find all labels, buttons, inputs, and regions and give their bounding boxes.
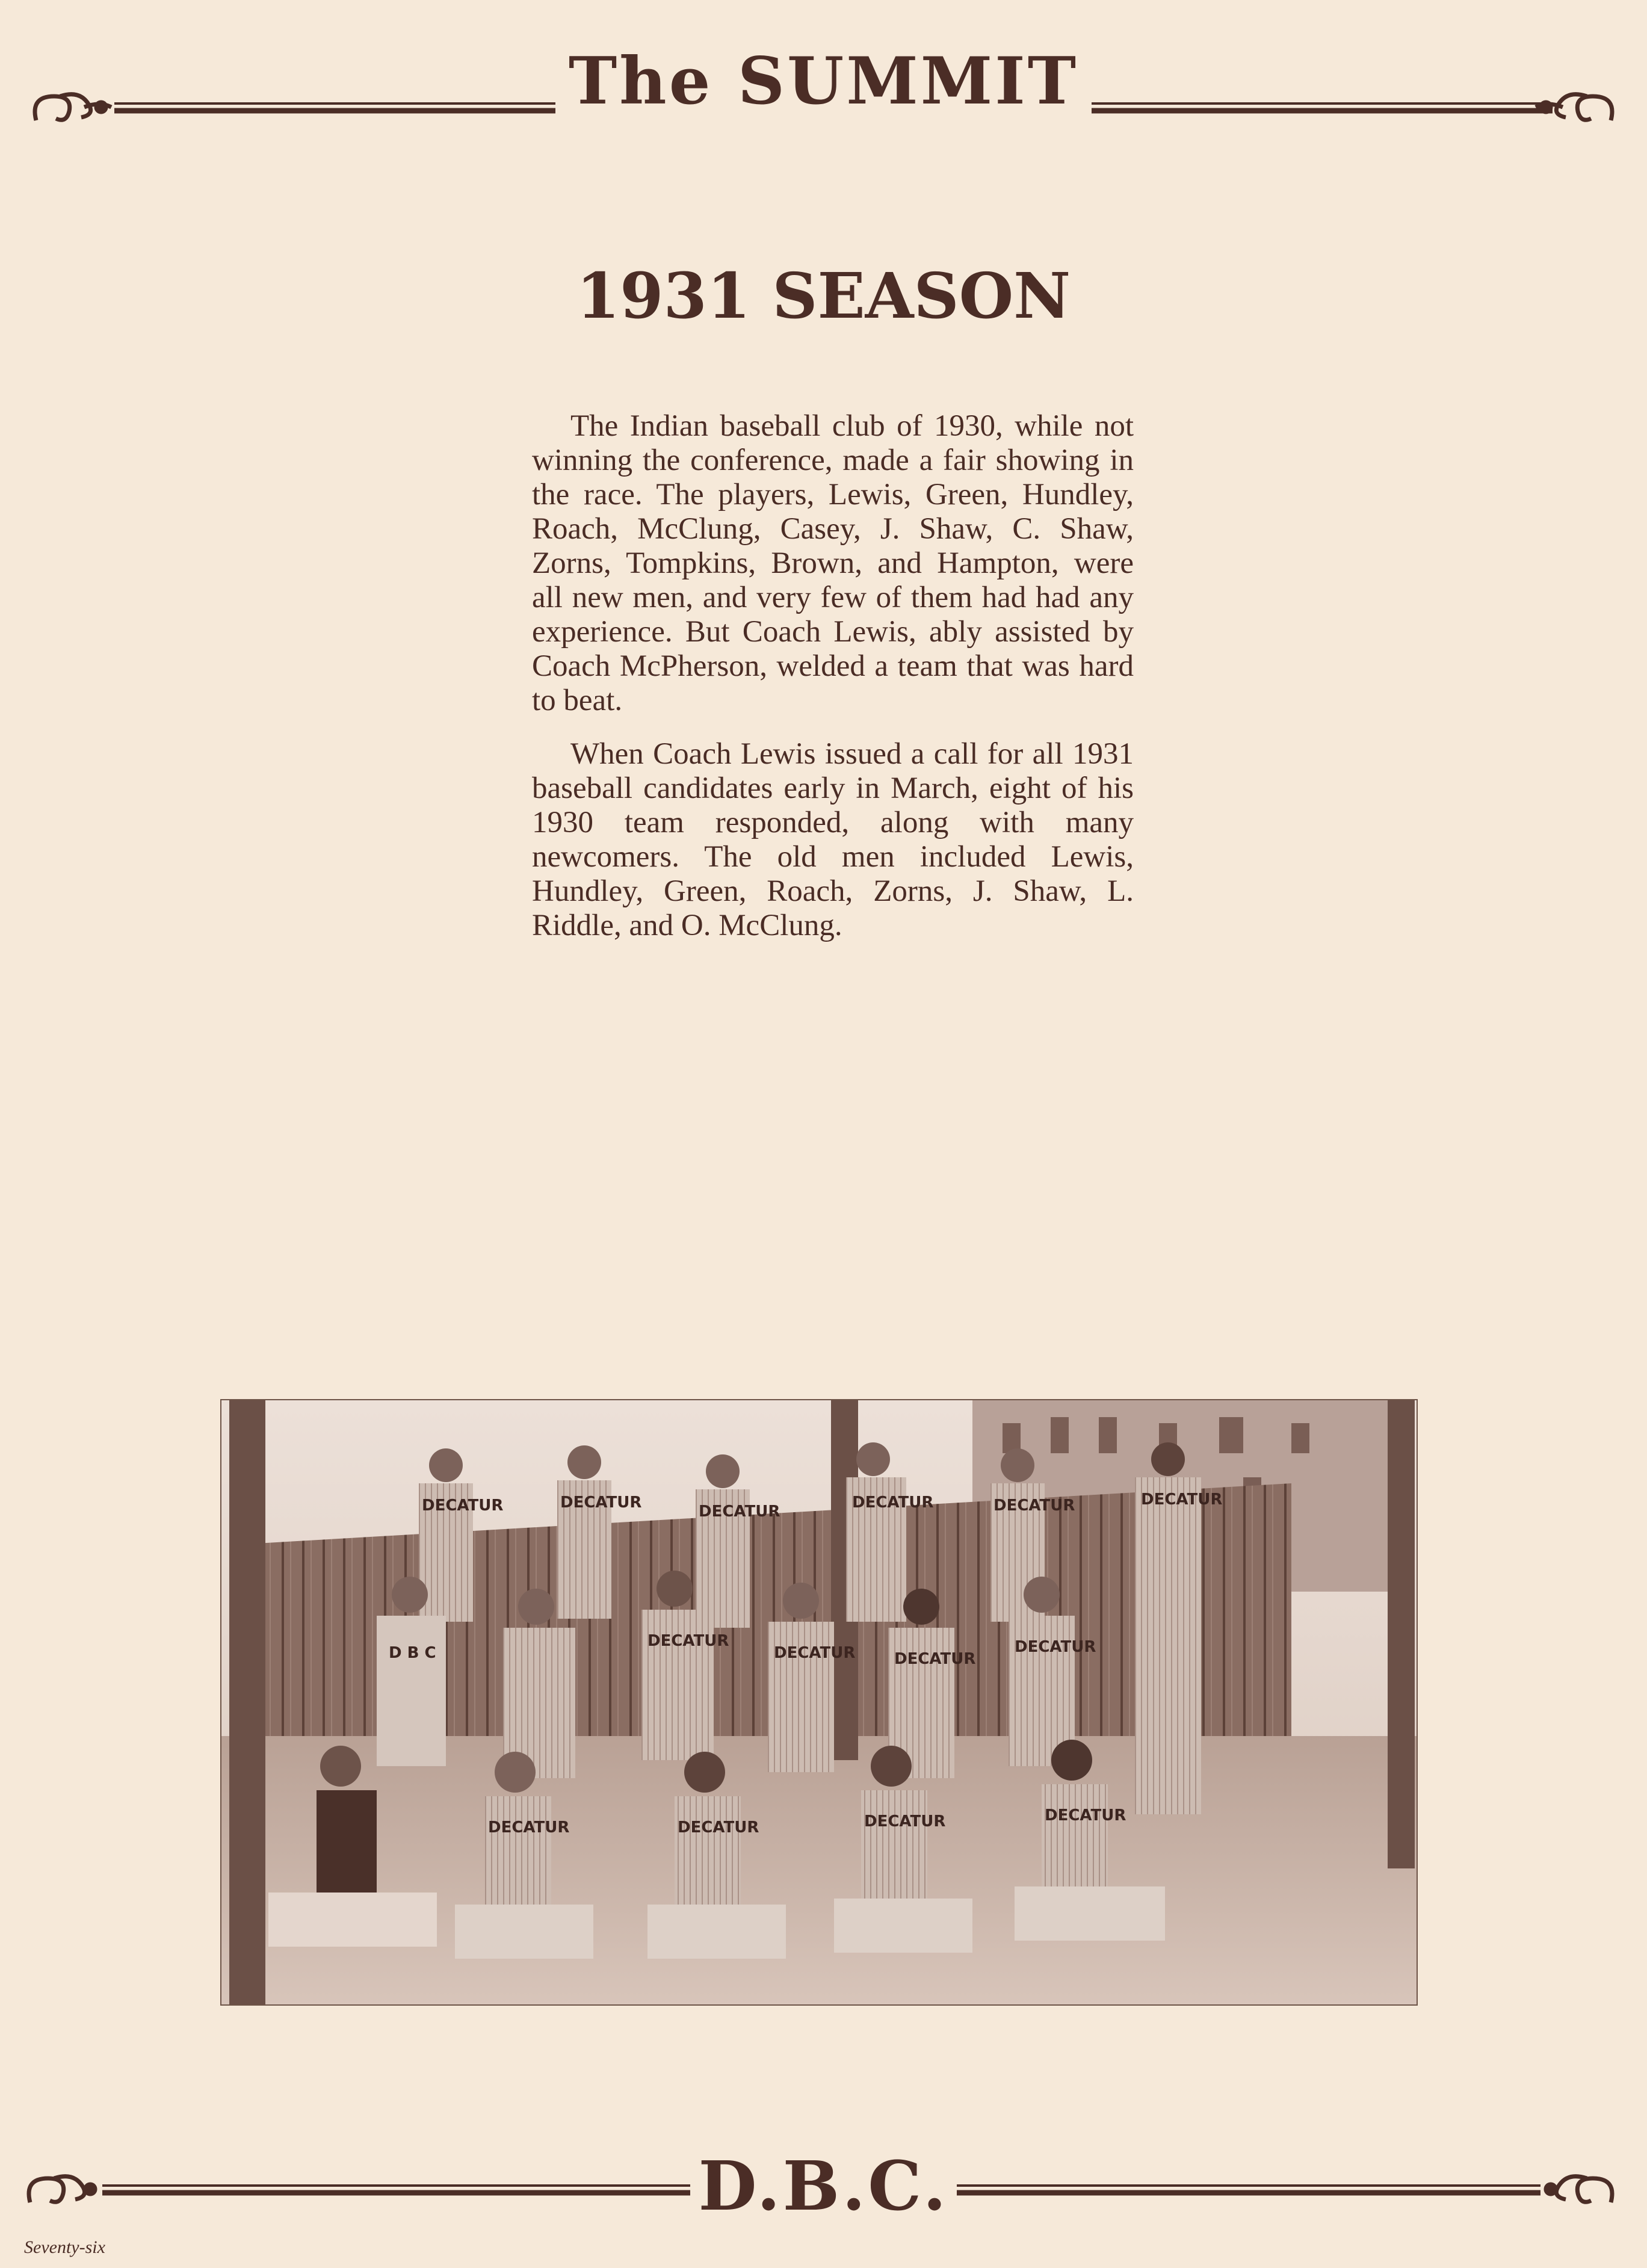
publication-title: The SUMMIT (0, 43, 1647, 119)
jersey-text: DECATUR (774, 1644, 856, 1662)
article-paragraph-2: When Coach Lewis issued a call for all 1931 baseball candidates early in March, eight of his 1930 team responded, along with many newcomers. The old men included Lewis, Hundley, Green, Roach, Zorns, J. Shaw, L. Riddle, and O. McClung. (532, 737, 1134, 942)
jersey-text: DECATUR (699, 1503, 780, 1521)
jersey-text: DECATUR (647, 1632, 729, 1650)
jersey-text: DECATUR (1141, 1491, 1223, 1509)
section-heading: 1931 SEASON (576, 259, 1071, 333)
jersey-text: DECATUR (422, 1497, 504, 1515)
jersey-text: DECATUR (1045, 1806, 1126, 1825)
jersey-text: DECATUR (488, 1818, 570, 1837)
page-number: Seventy-six (24, 2237, 105, 2257)
jersey-text: DECATUR (678, 1818, 759, 1837)
jersey-text: DECATUR (993, 1497, 1075, 1515)
jersey-text: DECATUR (1015, 1638, 1096, 1656)
sweater-text: D B C (389, 1644, 436, 1662)
jersey-text: DECATUR (560, 1494, 642, 1512)
article-body (532, 409, 1134, 962)
article-paragraph-1: The Indian baseball club of 1930, while not winning the conference, made a fair showing in the race. The players, Lewis, Green, Hundley, Roach, McClung, Casey, J. Shaw, C. Shaw, Zorns, Tompkins, Brown, and Hampton, were all new men, and very few of them had had any experience. But Coach Lewis, ably assisted by Coach McPherson, welded a team that was hard to beat. (532, 409, 1134, 717)
footer-title: D.B.C. (0, 2147, 1647, 2226)
jersey-text: DECATUR (852, 1494, 934, 1512)
jersey-text: DECATUR (894, 1650, 976, 1668)
team-photograph (220, 1399, 1418, 2006)
jersey-text: DECATUR (864, 1812, 946, 1831)
